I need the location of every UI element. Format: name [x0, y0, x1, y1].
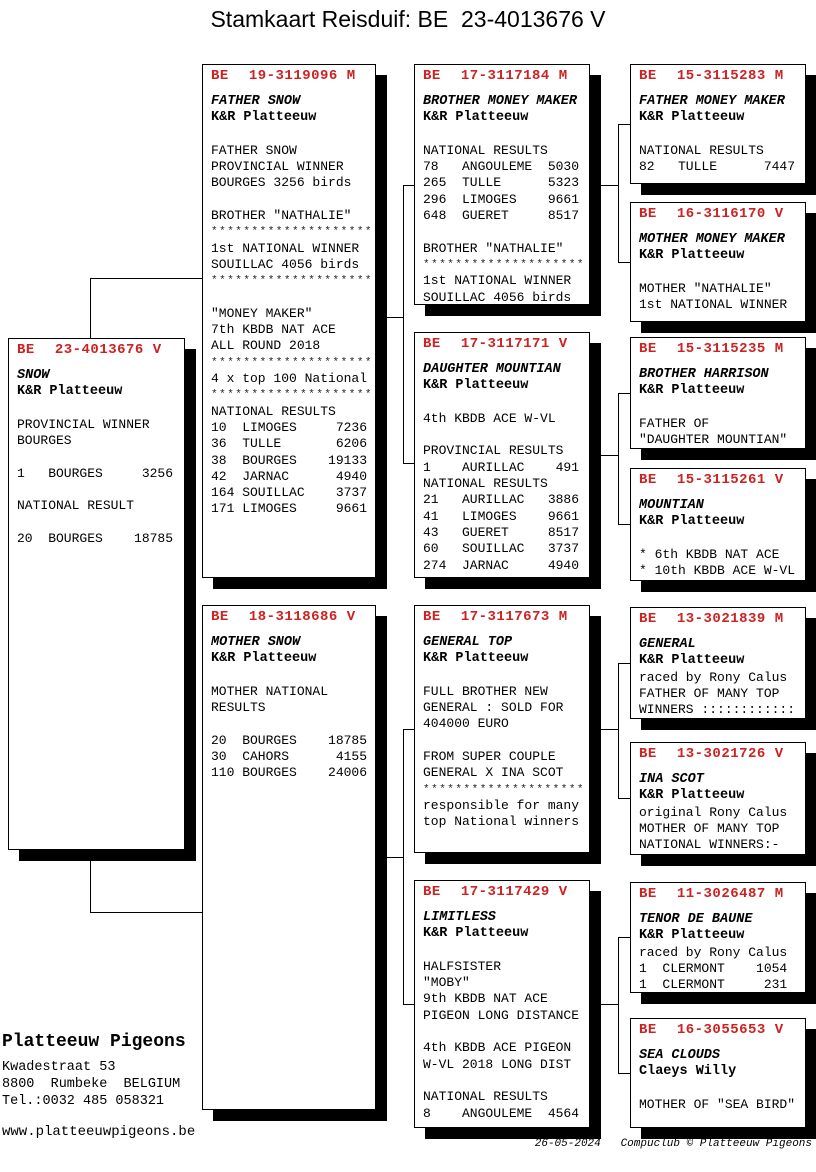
connector-line — [90, 278, 91, 339]
detail-line: NATIONAL WINNERS:- — [639, 837, 780, 853]
ring-number: BE 18-3118686 V — [211, 609, 356, 625]
detail-line: 1 AURILLAC 491 — [423, 459, 580, 475]
detail-line: FATHER SNOW — [211, 142, 297, 158]
detail-line — [17, 515, 182, 531]
print-info: 26-05-2024 Compuclub © Platteeuw Pigeons — [534, 1138, 812, 1150]
pigeon-details — [423, 668, 587, 831]
detail-line: responsible for many — [423, 797, 580, 813]
detail-line: SOUILLAC 4056 birds — [423, 289, 572, 305]
fancier-name: K&R Platteeuw — [639, 110, 745, 126]
fancier-name: K&R Platteeuw — [423, 378, 529, 394]
pigeon-name: GENERAL — [639, 637, 696, 652]
pedigree-box-mother-dam — [414, 880, 590, 1128]
detail-line: NATIONAL RESULTS — [211, 403, 336, 419]
ring-number: BE 19-3119096 M — [211, 68, 356, 84]
connector-line — [387, 857, 403, 858]
detail-line: BROTHER "NATHALIE" — [423, 240, 564, 256]
connector-line — [403, 1004, 414, 1005]
ring-number: BE 17-3117171 V — [423, 336, 568, 352]
connector-line — [403, 729, 414, 730]
pedigree-box-gg7 — [630, 882, 806, 993]
pigeon-name: BROTHER HARRISON — [639, 367, 769, 382]
detail-line — [423, 668, 587, 684]
loft-address-city: 8800 Rumbeke BELGIUM — [2, 1077, 181, 1092]
detail-line: 1st NATIONAL WINNER — [423, 273, 572, 289]
detail-line: 43 GUERET 8517 — [423, 524, 580, 540]
detail-line: top National winners — [423, 814, 580, 830]
connector-line — [403, 463, 414, 464]
detail-line — [423, 395, 587, 411]
pedigree-box-mother — [202, 605, 376, 1110]
ring-number: BE 11-3026487 M — [639, 886, 784, 902]
fancier-name: K&R Platteeuw — [211, 651, 317, 667]
detail-line: BOURGES 3256 birds — [211, 175, 352, 191]
detail-line: 1st NATIONAL WINNER — [639, 297, 788, 313]
pigeon-name: TENOR DE BAUNE — [639, 912, 753, 927]
detail-line — [639, 531, 803, 547]
detail-line: ******************** — [423, 783, 586, 796]
detail-line: ******************** — [423, 258, 586, 271]
detail-line: 1 CLERMONT 1054 — [639, 960, 788, 976]
detail-line — [423, 1073, 587, 1089]
detail-line — [17, 482, 182, 498]
pigeon-name: GENERAL TOP — [423, 635, 513, 650]
detail-line: 4th KBDB ACE PIGEON — [423, 1040, 572, 1056]
loft-address-street: Kwadestraat 53 — [2, 1060, 116, 1075]
connector-line — [90, 912, 202, 913]
detail-line: NATIONAL RESULTS — [423, 142, 548, 158]
pigeon-details — [17, 401, 182, 548]
connector-line — [601, 455, 618, 456]
detail-line: 78 ANGOULEME 5030 — [423, 159, 580, 175]
detail-line: NATIONAL RESULTS — [423, 1089, 548, 1105]
ring-number: BE 16-3116170 V — [639, 206, 784, 222]
pigeon-name: INA SCOT — [639, 772, 704, 787]
detail-line: 30 CAHORS 4155 — [211, 749, 368, 765]
pedigree-box-father — [202, 64, 376, 578]
detail-line — [639, 400, 803, 416]
pedigree-box-father-sire — [414, 64, 590, 305]
detail-line — [423, 224, 587, 240]
pedigree-box-mother-sire — [414, 605, 590, 853]
fancier-name: K&R Platteeuw — [211, 110, 317, 126]
detail-line: MOTHER "NATHALIE" — [639, 280, 772, 296]
detail-line — [211, 192, 373, 208]
detail-line — [17, 401, 182, 417]
ring-number: BE 15-3115235 M — [639, 341, 784, 357]
pigeon-name: BROTHER MONEY MAKER — [423, 94, 577, 109]
fancier-name: K&R Platteeuw — [639, 514, 745, 530]
pigeon-details — [639, 265, 803, 314]
detail-line — [423, 733, 587, 749]
loft-phone: Tel.:0032 485 058321 — [2, 1094, 165, 1109]
detail-line: 8 ANGOULEME 4564 — [423, 1105, 580, 1121]
detail-line: PIGEON LONG DISTANCE — [423, 1007, 580, 1023]
detail-line: * 6th KBDB NAT ACE — [639, 546, 780, 562]
pigeon-name: LIMITLESS — [423, 910, 496, 925]
detail-line — [423, 943, 587, 959]
detail-line: 404000 EURO — [423, 716, 509, 732]
connector-line — [387, 317, 403, 318]
pigeon-name: MOTHER SNOW — [211, 635, 301, 650]
detail-line — [211, 668, 373, 684]
pigeon-name: FATHER MONEY MAKER — [639, 94, 785, 109]
connector-line — [90, 861, 91, 913]
pedigree-box-gg5 — [630, 607, 806, 719]
detail-line: 648 GUERET 8517 — [423, 208, 580, 224]
detail-line — [639, 265, 803, 281]
fancier-name: K&R Platteeuw — [639, 928, 745, 944]
pigeon-name: MOTHER MONEY MAKER — [639, 232, 785, 247]
detail-line — [211, 127, 373, 143]
detail-line: 20 BOURGES 18785 — [211, 732, 368, 748]
detail-line: WINNERS :::::::::::: — [639, 702, 796, 718]
detail-line: 1 CLERMONT 231 — [639, 977, 788, 993]
detail-line: 36 TULLE 6206 — [211, 436, 368, 452]
fancier-name: K&R Platteeuw — [639, 383, 745, 399]
detail-line: PROVINCIAL WINNER — [17, 416, 150, 432]
detail-line: SOUILLAC 4056 birds — [211, 256, 360, 272]
connector-line — [403, 729, 404, 1005]
detail-line — [639, 127, 803, 143]
pigeon-details — [423, 395, 587, 574]
detail-line: 41 LIMOGES 9661 — [423, 508, 580, 524]
connector-line — [618, 937, 619, 1074]
connector-line — [90, 278, 202, 279]
detail-line: PROVINCIAL WINNER — [211, 159, 344, 175]
fancier-name: K&R Platteeuw — [17, 384, 123, 400]
ring-number: BE 13-3021726 V — [639, 746, 784, 762]
detail-line: NATIONAL RESULTS — [639, 142, 764, 158]
detail-line: 9th KBDB NAT ACE — [423, 991, 548, 1007]
detail-line: FATHER OF MANY TOP — [639, 685, 780, 701]
detail-line: 38 BOURGES 19133 — [211, 452, 368, 468]
detail-line: FATHER OF — [639, 415, 710, 431]
detail-line: HALFSISTER — [423, 958, 502, 974]
pigeon-details — [423, 943, 587, 1122]
fancier-name: K&R Platteeuw — [423, 110, 529, 126]
ring-number: BE 23-4013676 V — [17, 342, 162, 358]
connector-line — [618, 524, 630, 525]
ring-number: BE 17-3117429 V — [423, 884, 568, 900]
ring-number: BE 17-3117673 M — [423, 609, 568, 625]
pedigree-box-gg6 — [630, 742, 806, 855]
pigeon-details — [639, 127, 803, 176]
detail-line: MOTHER OF "SEA BIRD" — [639, 1096, 796, 1112]
ring-number: BE 16-3055653 V — [639, 1022, 784, 1038]
detail-line: 10 LIMOGES 7236 — [211, 419, 368, 435]
pigeon-details — [423, 127, 587, 305]
detail-line: MOTHER OF MANY TOP — [639, 820, 780, 836]
pedigree-box-gg3 — [630, 337, 806, 449]
detail-line: PROVINCIAL RESULTS — [423, 443, 564, 459]
pigeon-details — [639, 805, 803, 854]
pigeon-details — [639, 1081, 803, 1114]
detail-line: ALL ROUND 2018 — [211, 338, 321, 354]
detail-line: raced by Rony Calus — [639, 669, 788, 685]
connector-line — [403, 185, 414, 186]
detail-line: BOURGES — [17, 433, 72, 449]
detail-line: 110 BOURGES 24006 — [211, 765, 368, 781]
detail-line: W-VL 2018 LONG DIST — [423, 1056, 572, 1072]
ring-number: BE 15-3115261 V — [639, 472, 784, 488]
detail-line: 4th KBDB ACE W-VL — [423, 410, 556, 426]
pigeon-name: MOUNTIAN — [639, 498, 704, 513]
detail-line: original Rony Calus — [639, 804, 788, 820]
detail-line: "DAUGHTER MOUNTIAN" — [639, 432, 788, 448]
pigeon-name: SNOW — [17, 368, 50, 383]
pigeon-details — [211, 668, 373, 782]
pigeon-name: DAUGHTER MOUNTIAN — [423, 362, 561, 377]
fancier-name: K&R Platteeuw — [423, 926, 529, 942]
pigeon-name: FATHER SNOW — [211, 94, 301, 109]
pedigree-box-gg1 — [630, 64, 806, 184]
connector-line — [618, 1073, 630, 1074]
detail-line — [211, 716, 373, 732]
detail-line — [423, 127, 587, 143]
ring-number: BE 15-3115283 M — [639, 68, 784, 84]
connector-line — [601, 1004, 618, 1005]
detail-line: ******************** — [211, 275, 374, 288]
ring-number: BE 17-3117184 M — [423, 68, 568, 84]
detail-line: "MOBY" — [423, 975, 470, 991]
fancier-name: Claeys Willy — [639, 1064, 737, 1080]
detail-line: "MONEY MAKER" — [211, 305, 313, 321]
connector-line — [618, 798, 630, 799]
detail-line: 274 JARNAC 4940 — [423, 557, 580, 573]
detail-line: 296 LIMOGES 9661 — [423, 191, 580, 207]
detail-line — [17, 449, 182, 465]
connector-line — [618, 663, 630, 664]
detail-line — [423, 1024, 587, 1040]
detail-line: NATIONAL RESULTS — [423, 476, 548, 492]
detail-line — [639, 1081, 803, 1097]
detail-line: 171 LIMOGES 9661 — [211, 501, 368, 517]
connector-line — [618, 124, 619, 263]
fancier-name: K&R Platteeuw — [639, 653, 745, 669]
connector-line — [618, 393, 630, 394]
pigeon-details — [639, 670, 803, 719]
connector-line — [618, 663, 619, 799]
pigeon-name: SEA CLOUDS — [639, 1048, 721, 1063]
fancier-name: K&R Platteeuw — [639, 788, 745, 804]
connector-line — [618, 262, 630, 263]
detail-line: 82 TULLE 7447 — [639, 159, 796, 175]
detail-line: FULL BROTHER NEW — [423, 683, 548, 699]
detail-line: raced by Rony Calus — [639, 944, 788, 960]
loft-website: www.platteeuwpigeons.be — [2, 1124, 196, 1140]
detail-line: 21 AURILLAC 3886 — [423, 492, 580, 508]
pedigree-box-subject — [8, 338, 185, 850]
pedigree-box-gg4 — [630, 468, 806, 581]
pedigree-box-father-dam — [414, 332, 590, 578]
detail-line: ******************** — [211, 356, 374, 369]
connector-line — [601, 729, 618, 730]
fancier-name: K&R Platteeuw — [423, 651, 529, 667]
detail-line: ******************** — [211, 226, 374, 239]
connector-line — [618, 124, 630, 125]
detail-line: GENERAL X INA SCOT — [423, 765, 564, 781]
pigeon-details — [639, 945, 803, 993]
detail-line: 265 TULLE 5323 — [423, 175, 580, 191]
connector-line — [601, 185, 618, 186]
connector-line — [403, 185, 404, 464]
detail-line: ******************** — [211, 389, 374, 402]
detail-line — [211, 290, 373, 306]
detail-line: 60 SOUILLAC 3737 — [423, 541, 580, 557]
pedigree-box-gg8 — [630, 1018, 806, 1128]
detail-line: 1 BOURGES 3256 — [17, 465, 174, 481]
connector-line — [618, 937, 630, 938]
detail-line: GENERAL : SOLD FOR — [423, 700, 564, 716]
detail-line: MOTHER NATIONAL — [211, 683, 329, 699]
pedigree-box-gg2 — [630, 202, 806, 322]
detail-line: * 10th KBDB ACE W-VL — [639, 563, 796, 579]
detail-line: 4 x top 100 National — [211, 371, 368, 387]
detail-line: RESULTS — [211, 700, 266, 716]
pigeon-details — [639, 400, 803, 449]
detail-line: 164 SOUILLAC 3737 — [211, 485, 368, 501]
detail-line: 1st NATIONAL WINNER — [211, 240, 360, 256]
fancier-name: K&R Platteeuw — [639, 248, 745, 264]
loft-brand: Platteeuw Pigeons — [2, 1032, 186, 1052]
detail-line: BROTHER "NATHALIE" — [211, 208, 352, 224]
detail-line: 42 JARNAC 4940 — [211, 468, 368, 484]
detail-line: 7th KBDB NAT ACE — [211, 322, 336, 338]
detail-line: FROM SUPER COUPLE — [423, 749, 556, 765]
connector-line — [618, 393, 619, 525]
page-title: Stamkaart Reisduif: BE 23-4013676 V — [210, 6, 606, 32]
pigeon-details — [639, 531, 803, 580]
detail-line: 20 BOURGES 18785 — [17, 530, 174, 546]
pigeon-details — [211, 127, 373, 518]
detail-line — [423, 427, 587, 443]
detail-line: NATIONAL RESULT — [17, 498, 135, 514]
ring-number: BE 13-3021839 M — [639, 611, 784, 627]
